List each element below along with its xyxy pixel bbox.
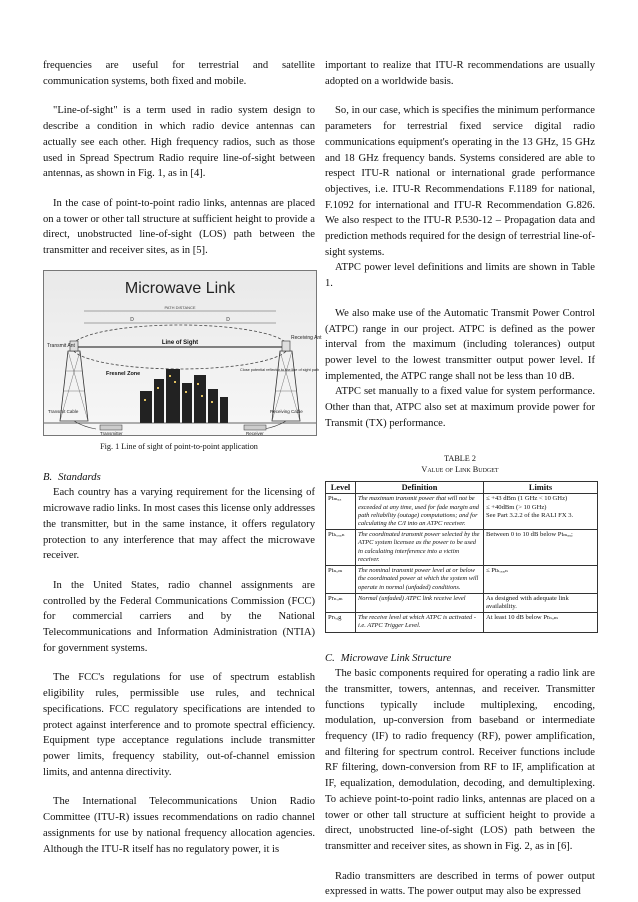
table-title: Value of Link Budget bbox=[421, 465, 499, 475]
paragraph: The FCC's regulations for use of spectrum establish eligibility rules, permissible use rules, and technical specifications. FCC regulatory specifications are intended to protect against interference and to promote spectral efficiency. Equipment type acceptance regulations include transmitter power limits, frequency stability, out-of-channel emission limits, and antenna directivity. bbox=[43, 672, 315, 778]
level-cell: Prₙₒₘ bbox=[326, 593, 356, 612]
figure-caption: Fig. 1 Line of sight of point-to-point application bbox=[100, 441, 258, 451]
limits-cell: At least 10 dB below Prₙₒₘ bbox=[484, 613, 598, 632]
left-column bbox=[43, 58, 322, 857]
table-number: TABLE 2 bbox=[444, 454, 476, 464]
table-row bbox=[326, 494, 598, 530]
column-header: Level bbox=[326, 482, 356, 494]
level-cell: Ptₘₐₓ bbox=[326, 494, 356, 530]
section-heading-b bbox=[43, 470, 315, 486]
section-title: Microwave Link Structure bbox=[340, 652, 452, 664]
column-header: Limits bbox=[484, 482, 598, 494]
microwave-link-figure bbox=[43, 270, 322, 436]
receiving-ant-label: Receiving Ant bbox=[291, 334, 322, 341]
receiver-box bbox=[244, 425, 266, 430]
figure-title: Microwave Link bbox=[124, 279, 236, 297]
transmit-ant-label: Transmit Ant bbox=[47, 342, 75, 349]
paragraph: In the United States, radio channel assignments are controlled by the Federal Communications Commission (FCC) for commercial carriers and by the National Telecommunications and Information Administration (NTIA) for government systems. bbox=[43, 579, 315, 654]
paragraph: ATPC power level definitions and limits are shown in Table 1. bbox=[325, 262, 595, 290]
transmit-cable-label: Transmit Cable bbox=[48, 408, 79, 414]
table-row bbox=[326, 566, 598, 594]
link-budget-table bbox=[325, 481, 598, 632]
fresnel-zone-label: Fresnel Zone bbox=[106, 370, 141, 377]
table-header-row bbox=[326, 482, 598, 494]
definition-cell: The maximum transmit power that will not be exceeded at any time, used for fade margin and path reliability (outage) computations; and for calculating the C/I into an ATPC receiver. bbox=[356, 494, 484, 530]
paragraph: In the case of point-to-point radio links, antennas are placed on a tower or other tall structure at sufficient height to provide a direct, unobstructed line-of-sight (LOS) path between the transmitter and receiver sites, as in [5]. bbox=[43, 197, 315, 257]
paragraph: important to realize that ITU-R recommendations are usually adopted on a worldwide basis. bbox=[325, 60, 595, 87]
reflector-label: Close potential reflector to the line of sight path bbox=[240, 367, 320, 372]
paragraph: The basic components required for operating a radio link are the transmitter, towers, antennas, and receiver. Transmitter functions typically include multiplexing, encoding, modulation, up-conversion from baseband or intermediate frequency (IF) to radio frequency (RF), power amplification, and filtering for spectrum control. Receiver functions include RF filtering, down-conversion from RF to IF, amplification at IF, equalization, demodulation, decoding, and demultiplexing. To achieve point-to-point radio links, antennas are placed on a tower or other tall structure at sufficient height to provide a direct, unobstructed line-of-sight (LOS) path between the transmitter and receiver sites, as shown in Fig. 2, as in [6]. bbox=[325, 668, 595, 852]
paragraph: ATPC set manually to a fixed value for system performance. Other than that, ATPC also set at maximum provide power for Transmit (TX) performance. bbox=[325, 386, 595, 429]
section-title: Standards bbox=[58, 471, 101, 483]
level-cell: Prₜᵣᵢg bbox=[326, 613, 356, 632]
line-of-sight-label: Line of Sight bbox=[161, 339, 199, 346]
d1-label: D bbox=[130, 316, 134, 323]
limits-cell: ≤ Ptₕₒₒₑₙ bbox=[484, 566, 598, 594]
definition-cell: Normal (unfaded) ATPC link receive level bbox=[356, 593, 484, 612]
transmitter-box bbox=[100, 425, 122, 430]
distance-label-total: PATH DISTANCE bbox=[164, 304, 196, 310]
section-number: B. bbox=[43, 471, 53, 483]
definition-cell: The nominal transmit power level at or below the coordinated power at which the system will operate in normal (unfaded) conditions. bbox=[356, 566, 484, 594]
right-column bbox=[325, 58, 595, 900]
receiving-cable-label: Receiving Cable bbox=[270, 408, 303, 414]
paragraph: The International Telecommunications Union Radio Committee (ITU-R) issues recommendations on radio channel assignments for use by national frequency allocation agencies. Although the ITU-R itself has no regulatory power, it is bbox=[43, 796, 315, 855]
table-row bbox=[326, 593, 598, 612]
table-row bbox=[326, 613, 598, 632]
section-number: C. bbox=[325, 652, 335, 664]
d2-label: D bbox=[226, 316, 230, 323]
receiver-label: Receiver bbox=[246, 430, 264, 436]
limits-cell: As designed with adequate link availability. bbox=[484, 593, 598, 612]
limits-cell: ≤ +43 dBm (1 GHz < 10 GHz) ≤ +40dBm (> 10 GHz) See Part 3.2.2 of the RALI FX 3. bbox=[484, 494, 598, 530]
limits-cell: Between 0 to 10 dB below Ptₘₐₓ; bbox=[484, 530, 598, 566]
definition-cell: The receive level at which ATPC is activated - i.e. ATPC Trigger Level. bbox=[356, 613, 484, 632]
transmitter-label: Transmitter bbox=[100, 430, 123, 436]
paragraph: We also make use of the Automatic Transmit Power Control (ATPC) range in our project. ATPC is defined as the power interval from the maximum (including tolerances) output power level to the lowest transmitter output power level. If implemented, the ATPC range shall not be less than 10 dB. bbox=[325, 307, 595, 382]
definition-cell: The coordinated transmit power selected by the ATPC system licensee as the power to be used in calculating interference into a victim receiver. bbox=[356, 530, 484, 566]
level-cell: Ptₙₒₘ bbox=[326, 566, 356, 594]
paragraph: "Line-of-sight" is a term used in radio system design to describe a condition in which radio device antennas can actually see each other. High frequency radios, such as those used in Spread Spectrum Radio require line-of-sight between antennas, as shown in Fig. 1, as in [4]. bbox=[43, 105, 315, 180]
level-cell: Ptₕₒₒₑₙ bbox=[326, 530, 356, 566]
section-heading-c bbox=[325, 651, 595, 667]
column-header: Definition bbox=[356, 482, 484, 494]
microwave-link-diagram bbox=[44, 271, 322, 436]
table-row bbox=[326, 530, 598, 566]
paragraph: Radio transmitters are described in terms of power output expressed in watts. The power output may also be expressed bbox=[325, 870, 595, 898]
paragraph: So, in our case, which is specifies the minimum performance parameters for terrestrial fixed service digital radio communications equipment's operating in the 13 GHz, 15 GHz and 18 GHz frequency bands. Systems considered are able to respect ITU-R national or international grade performance objectives, i.e. ITU-R Recommendations F.1189 for national, F.1092 for international and ITU-R Recommendation G.826. We also respect to the ITU-R P.530-12 – Propagation data and prediction methods required for the design of terrestrial line-of-sight systems. bbox=[325, 105, 595, 258]
paragraph: frequencies are useful for terrestrial and satellite communication systems, both fixed and mobile. bbox=[43, 60, 315, 87]
paragraph: Each country has a varying requirement for the licensing of microwave radio links. In most cases this license only addresses the transmitter, but in the same instance, it offers regulatory protection to any interference that may affect the microwave receiver. bbox=[43, 487, 315, 562]
